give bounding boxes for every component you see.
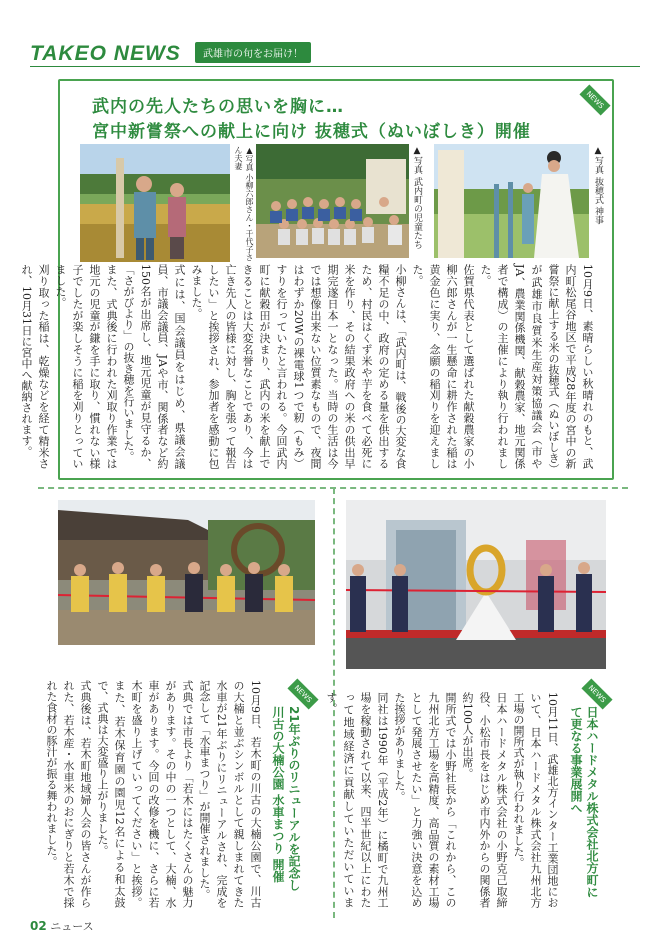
article-factory-headline: 日本ハードメタル株式会社北方町にて更なる事業展開へ: [569, 706, 599, 898]
article-main-paragraph: 刈り取った稲は、乾燥などを経て精米され、10月31日に宮中へ献納されます。: [20, 264, 50, 469]
article-waterwheel-paragraph: 10月9日、若木町の川古の大楠公園で、川古の大楠と並ぶシンボルとして親しまれてきた水車が21年ぶりにリニューアルされ、完成を記念して「水車まつり」が開催されました。: [198, 680, 262, 908]
article-main-paragraph: 佐賀県代表として選ばれた献穀農家の小柳六郎さんが一生懸命に耕作された稲は黄金色に実り、念願の稲刈りを迎えました。: [411, 264, 475, 469]
article-main-paragraph: 小柳さんは、「武内町は、戦後の大変な食糧不足の中、政府の定める量を供出するため、村民はくず米や芋を食べて必死に米を作り、その結果政府への米の供出早期完遂日本一となった。当時の生活は今では想像出来ない位質素なもので、夜間はわずか20Wの裸電球1つで籾（もみ）すりを行っていたと言われる。今回武内町に献穀田が決まり、武内の米を献上できることは大変名誉なことであり、今は亡き先人の皆様に対し、胸を張って報告したい」と挨拶され、参加者を感動に包みました。: [190, 264, 407, 469]
photo-factory-opening: [346, 500, 606, 669]
news-badge: NEWS: [287, 678, 318, 709]
page-footer: [30, 918, 94, 934]
photo-waterwheel-ceremony: [58, 500, 315, 645]
article-main-headline-line2: 宮中新嘗祭への献上に向け 抜穂式（ぬいぼしき）開催: [92, 122, 531, 142]
article-factory-paragraph: 10月11日、武雄北方インター工業団地において、日本ハードメタル株式会社九州北方工場の開所式が執り行われました。: [512, 692, 559, 908]
article-factory-paragraph: 同社は1990年（平成2年）に橘町で九州工場を稼動されて以来、四半世紀以上にわたって地域経済に貢献していただいています。: [325, 692, 389, 908]
article-waterwheel-body: [45, 680, 264, 908]
footer-label: ニュース: [50, 920, 94, 933]
article-factory-body: [325, 692, 561, 908]
caption-photo2: ▲写真 武内町の児童たち: [412, 146, 422, 249]
article-main-paragraph: また、式典後に行われた刈取り作業では地元の児童が鎌を手に取り、慣れない様子でしたが楽しそうに稲を刈りとっていました。: [54, 264, 118, 469]
header-divider: [30, 66, 640, 67]
page-number: 02: [30, 919, 47, 933]
article-main-paragraph: 10月9日、素晴らしい秋晴れのもと、武内町松尾谷地区で平成28年度の宮中の新嘗祭に献上する米の抜穂式（ぬいぼしき）が武雄市良質米生産対策協議会（市やJA、農業関係機関、献穀農家、地元関係者で構成）の主催により執り行われました。: [479, 264, 594, 469]
article-waterwheel-paragraph: 式典では市長より「若木にはたくさんの魅力があります。その中の一つとして、大楠、水車があります。今回の改修を機に、さらに若木町を盛り上げていってください」と挨拶。また、若木保育園の園児12名による和太鼓で、式典は大変盛り上がりました。: [96, 680, 194, 908]
photo-children: [256, 144, 409, 258]
article-factory-paragraph: 開所式では小野社長から「これから、この九州北方工場を高精度、高品質の素材工場として発展させたい」と力強い決意を込めた挨拶がありました。: [393, 692, 457, 908]
article-factory-paragraph: 日本ハードメタル株式会社の小野克己取締役、小松市長をはじめ市内外からの関係者約100人が出席。: [461, 692, 508, 908]
section-tag: 武雄市の旬をお届け！: [195, 42, 311, 63]
photo-ceremony: [434, 144, 589, 258]
article-main-headline-line1: 武内の先人たちの思いを胸に…: [92, 97, 344, 117]
article-main-paragraph: 式には、国会議員をはじめ、県議会議員、市議会議員、JAや市、関係者など約150名が出席し、地元児童が見守るか、「さがびより」の抜き穂を行いました。: [122, 264, 186, 469]
caption-photo1: ▲写真 抜穂式 神事: [593, 146, 603, 225]
news-badge: NEWS: [581, 678, 612, 709]
photo-farmers: [80, 144, 230, 262]
magazine-section-title: TAKEO NEWS: [30, 42, 181, 65]
article-waterwheel-headline: 21年ぶりのリニューアルを記念し川古の大楠公園 水車まつり 開催: [271, 706, 301, 891]
article-waterwheel-paragraph: 式典後は、若木町地域婦人会の皆さんが作られた、若木産・水車米のおにぎりと若木で採れた食材の豚汁が振る舞われました。: [45, 680, 92, 908]
article-main-body: [20, 264, 596, 469]
news-badge: NEWS: [579, 84, 610, 115]
caption-photo3: ▲写真 小柳六郎さん・千代子さん夫妻: [234, 146, 254, 262]
